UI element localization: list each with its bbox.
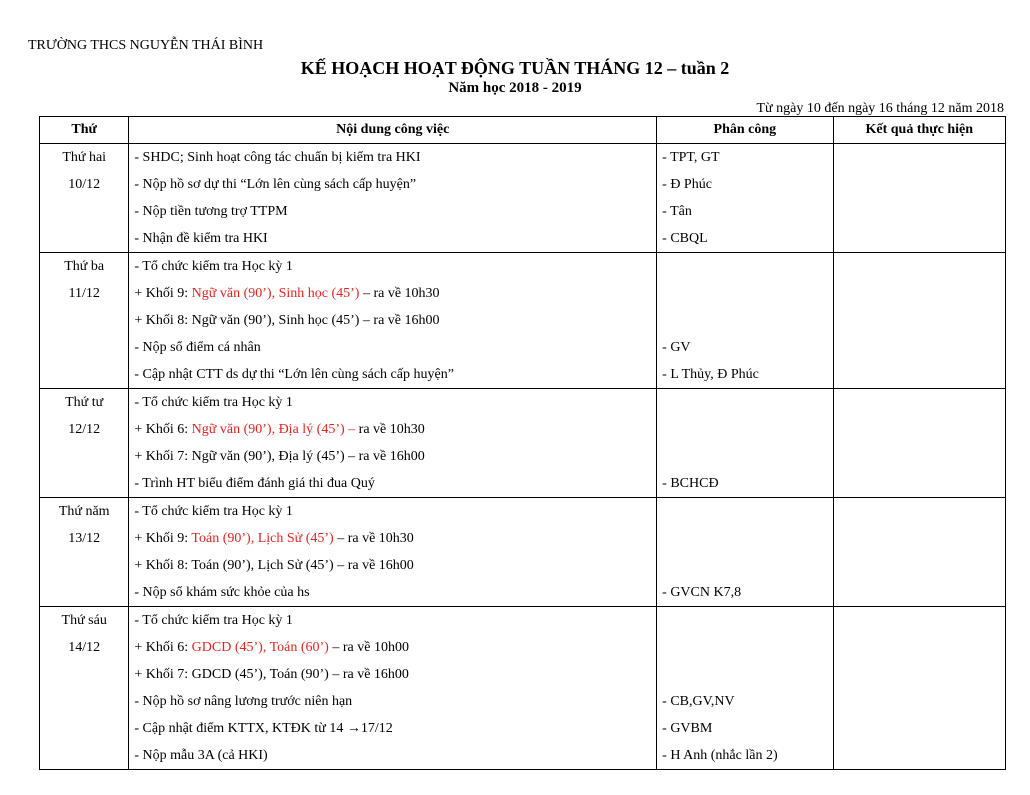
task-line: - Nộp hồ sơ nâng lương trước niên hạn <box>134 694 353 709</box>
task-text-part: + Khối 9: <box>134 531 192 546</box>
assignment-cell <box>657 607 833 770</box>
task-text-part: + Khối 9: <box>134 286 192 301</box>
task-line: - Nộp mẫu 3A (cả HKI) <box>134 748 268 763</box>
tasks-cell <box>129 498 657 607</box>
assignee <box>657 634 832 661</box>
task-text-part: + Khối 6: <box>134 640 192 655</box>
exam-subjects-highlight: Toán (90’), Lịch Sử (45’) <box>191 531 334 546</box>
assignee <box>657 661 832 688</box>
day-cell <box>40 498 129 607</box>
assignee: - GV <box>662 340 691 355</box>
task-line: - Tổ chức kiểm tra Học kỳ 1 <box>134 613 293 628</box>
task-line: + Khối 8: Toán (90’), Lịch Sử (45’) – ra về 16h00 <box>134 558 414 573</box>
assignee <box>657 307 832 334</box>
assignee: - GVCN K7,8 <box>662 585 742 600</box>
assignee <box>657 389 832 416</box>
task-line: + Khối 7: Ngữ văn (90’), Địa lý (45’) – ra về 16h00 <box>134 449 425 464</box>
tasks-cell <box>129 389 657 498</box>
assignee <box>657 607 832 634</box>
day-cell <box>40 389 129 498</box>
result-cell <box>833 253 1005 389</box>
task-line: - Nộp sổ khám sức khỏe của hs <box>134 585 310 600</box>
task-line: - Cập nhật CTT ds dự thi “Lớn lên cùng sách cấp huyện” <box>134 367 454 382</box>
task-line <box>129 280 656 307</box>
task-line: - Tổ chức kiểm tra Học kỳ 1 <box>134 395 293 410</box>
assignee: - CB,GV,NV <box>662 694 735 709</box>
task-text-part: – ra về 10h30 <box>333 531 414 546</box>
assignee: - H Anh (nhắc lần 2) <box>662 748 778 763</box>
assignee <box>657 416 832 443</box>
assignee: - Đ Phúc <box>662 177 712 192</box>
task-line: - Tổ chức kiểm tra Học kỳ 1 <box>134 504 293 519</box>
task-line: - Nộp hồ sơ dự thi “Lớn lên cùng sách cấp huyện” <box>134 177 417 192</box>
weekly-plan-table <box>39 116 1006 770</box>
day-name: Thứ hai <box>62 150 107 165</box>
task-line: - Cập nhật điểm KTTX, KTĐK từ 14 →17/12 <box>134 721 393 736</box>
day-cell <box>40 144 129 253</box>
assignee: - BCHCĐ <box>662 476 719 491</box>
task-line <box>129 416 656 443</box>
day-date: 12/12 <box>68 422 101 437</box>
result-cell <box>833 389 1005 498</box>
page-title: KẾ HOẠCH HOẠT ĐỘNG TUẦN THÁNG 12 – tuần 2 <box>300 58 730 78</box>
day-name: Thứ năm <box>58 504 110 519</box>
day-cell <box>40 253 129 389</box>
day-date: 10/12 <box>68 177 101 192</box>
task-line: + Khối 8: Ngữ văn (90’), Sinh học (45’) – ra về 16h00 <box>134 313 440 328</box>
exam-subjects-highlight: Ngữ văn (90’), Địa lý (45’) – <box>191 422 356 437</box>
day-name: Thứ tư <box>65 395 104 410</box>
assignee: - CBQL <box>662 231 708 246</box>
tasks-cell <box>129 253 657 389</box>
day-date: 11/12 <box>68 286 100 301</box>
task-line <box>129 634 656 661</box>
school-name: TRƯỜNG THCS NGUYỄN THÁI BÌNH <box>28 38 264 53</box>
assignee <box>657 280 832 307</box>
date-range: Từ ngày 10 đến ngày 16 tháng 12 năm 2018 <box>756 101 1004 116</box>
table-header-row <box>40 117 1006 144</box>
result-cell <box>833 144 1005 253</box>
day-name: Thứ sáu <box>61 613 107 628</box>
assignment-cell <box>657 498 833 607</box>
result-cell <box>833 607 1005 770</box>
day-date: 14/12 <box>68 640 101 655</box>
result-cell <box>833 498 1005 607</box>
day-cell <box>40 607 129 770</box>
task-line: + Khối 7: GDCD (45’), Toán (90’) – ra về 16h00 <box>134 667 409 682</box>
task-line: - Tổ chức kiểm tra Học kỳ 1 <box>134 259 293 274</box>
assignee: - Tân <box>662 204 692 219</box>
day-date: 13/12 <box>68 531 101 546</box>
assignee <box>657 253 832 280</box>
assignee: - TPT, GT <box>662 150 720 165</box>
column-header-tasks: Nội dung công việc <box>129 117 657 144</box>
exam-subjects-highlight: Ngữ văn (90’), Sinh học (45’) <box>191 286 360 301</box>
task-text-part: – ra về 10h00 <box>328 640 409 655</box>
tasks-cell <box>129 144 657 253</box>
assignment-cell <box>657 253 833 389</box>
column-header-result: Kết quả thực hiện <box>833 117 1005 144</box>
task-line: - Trình HT biểu điểm đánh giá thi đua Quý <box>134 476 375 491</box>
day-row <box>40 144 1006 253</box>
exam-subjects-highlight: GDCD (45’), Toán (60’) <box>191 640 329 655</box>
day-row <box>40 607 1006 770</box>
task-text-part: – ra về 10h30 <box>359 286 440 301</box>
day-row <box>40 389 1006 498</box>
task-line: - Nộp sổ điểm cá nhân <box>134 340 261 355</box>
task-line: - SHDC; Sinh hoạt công tác chuẩn bị kiểm tra HKI <box>134 150 421 165</box>
day-row <box>40 498 1006 607</box>
task-text-part: ra về 10h30 <box>355 422 425 437</box>
task-line: - Nộp tiền tương trợ TTPM <box>134 204 288 219</box>
task-line <box>129 525 656 552</box>
assignee: - L Thủy, Đ Phúc <box>662 367 759 382</box>
assignee: - GVBM <box>662 721 713 736</box>
assignment-cell <box>657 389 833 498</box>
task-text-part: + Khối 6: <box>134 422 192 437</box>
assignee <box>657 443 832 470</box>
day-row <box>40 253 1006 389</box>
day-name: Thứ ba <box>64 259 105 274</box>
assignee <box>657 525 832 552</box>
assignee <box>657 498 832 525</box>
task-line: - Nhận đề kiểm tra HKI <box>134 231 268 246</box>
column-header-day: Thứ <box>40 117 129 144</box>
tasks-cell <box>129 607 657 770</box>
assignment-cell <box>657 144 833 253</box>
column-header-assignment: Phân công <box>657 117 833 144</box>
school-year: Năm học 2018 - 2019 <box>448 80 582 96</box>
assignee <box>657 552 832 579</box>
